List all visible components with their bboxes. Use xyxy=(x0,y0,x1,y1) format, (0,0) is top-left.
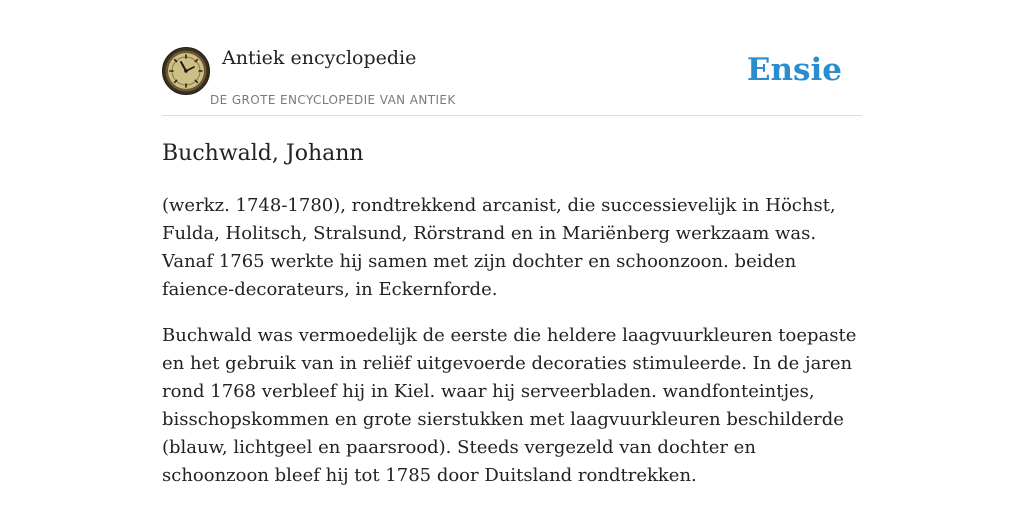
antique-clock-icon[interactable] xyxy=(162,47,210,95)
brand-logo[interactable]: Ensie xyxy=(746,52,842,88)
site-subtitle: DE GROTE ENCYCLOPEDIE VAN ANTIEK xyxy=(210,93,456,107)
article-paragraph: (werkz. 1748-1780), rondtrekkend arcanist, die successievelijk in Höchst, Fulda, Holitsch, Stralsund, Rörstrand en in Mariënberg werkzaam was. Vanaf 1765 werkte hij samen met zijn dochter en schoonzoon. beiden faience-decorateurs, in Eckernforde. xyxy=(162,195,836,300)
article-title: Buchwald, Johann xyxy=(162,141,364,166)
site-title[interactable]: Antiek encyclopedie xyxy=(222,47,417,69)
header-divider xyxy=(162,115,862,116)
article-paragraph: Buchwald was vermoedelijk de eerste die heldere laagvuurkleuren toepaste en het gebruik van in reliëf uitgevoerde decoraties stimuleerde. In de jaren rond 1768 verbleef hij in Kiel. waar hij serveerbladen. wandfonteintjes, bisschopskommen en grote sierstukken met laagvuurkleuren beschilderde (blauw, lichtgeel en paarsrood). Steeds vergezeld van dochter en schoonzoon bleef hij tot 1785 door Duitsland rondtrekken. xyxy=(162,325,857,486)
article xyxy=(162,138,868,490)
site-header xyxy=(162,44,862,116)
